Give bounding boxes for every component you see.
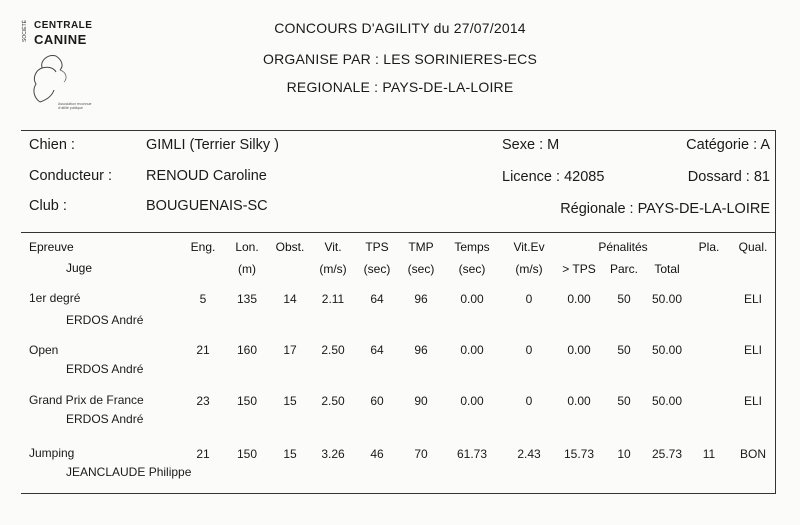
cell-qual: ELI (743, 394, 763, 408)
header-vit: Vit. (324, 240, 342, 254)
cell-obst: 14 (283, 292, 297, 306)
categorie-field: Catégorie : A (686, 137, 770, 153)
info-table-separator (21, 232, 775, 233)
chien-label: Chien : (29, 137, 75, 153)
dossard-field: Dossard : 81 (687, 169, 770, 185)
cell-vit: 2.50 (321, 394, 345, 408)
cell-tps: 64 (370, 343, 384, 357)
cell-eng: 5 (199, 292, 207, 306)
cell-epreuve: Open (29, 343, 59, 357)
header-pla: Pla. (698, 240, 720, 254)
cell-tps: 60 (370, 394, 384, 408)
cell-temps: 61.73 (456, 447, 488, 461)
cell-vitev: 0 (525, 343, 533, 357)
cell-vit: 3.26 (321, 447, 345, 461)
header-tmp: TMP (408, 240, 434, 254)
cell-juge: JEANCLAUDE Philippe (66, 465, 192, 479)
header-juge: Juge (66, 261, 93, 275)
cell-juge: ERDOS André (66, 412, 144, 426)
cell-epreuve: Grand Prix de France (29, 393, 144, 407)
conducteur-label: Conducteur : (29, 168, 113, 184)
cell-pen-tps: 0.00 (567, 292, 591, 306)
cell-lon: 135 (236, 292, 258, 306)
header-organiser: ORGANISE PAR : LES SORINIERES-ECS (263, 51, 537, 67)
cell-tmp: 90 (414, 394, 428, 408)
header-title: CONCOURS D'AGILITY du 27/07/2014 (274, 20, 526, 36)
chien-value: GIMLI (Terrier Silky ) (146, 137, 279, 153)
cell-obst: 17 (283, 343, 297, 357)
cell-epreuve: Jumping (29, 446, 75, 460)
cell-temps: 0.00 (460, 343, 484, 357)
header-obst: Obst. (275, 240, 305, 254)
header-tmp-unit: (sec) (407, 262, 435, 276)
conducteur-value: RENOUD Caroline (146, 168, 267, 184)
header-lon: Lon. (235, 240, 259, 254)
logo-word-centrale: CENTRALE (34, 20, 93, 31)
cell-tps: 46 (370, 447, 384, 461)
header-qual: Qual. (738, 240, 768, 254)
cell-tmp: 70 (414, 447, 428, 461)
header-vitev-unit: (m/s) (515, 262, 543, 276)
regionale-field: Régionale : PAYS-DE-LA-LOIRE (560, 201, 770, 217)
cell-eng: 23 (196, 394, 210, 408)
cell-vitev: 2.43 (517, 447, 541, 461)
logo-vertical-text: SOCIÉTÉ (22, 20, 28, 42)
cell-pen-parc: 50 (617, 343, 631, 357)
cell-lon: 150 (236, 447, 258, 461)
club-label: Club : (29, 198, 67, 214)
cell-tps: 64 (370, 292, 384, 306)
cell-juge: ERDOS André (66, 313, 144, 327)
club-value: BOUGUENAIS-SC (146, 198, 268, 214)
cell-vit: 2.50 (321, 343, 345, 357)
cell-eng: 21 (196, 447, 210, 461)
header-penalites: Pénalités (598, 240, 648, 254)
logo-blurb-text: Association reconnue d'utilité publique (58, 102, 92, 110)
cell-juge: ERDOS André (66, 362, 144, 376)
cell-lon: 160 (236, 343, 258, 357)
header-temps: Temps (454, 240, 490, 254)
cell-pla: 11 (702, 447, 716, 461)
cell-pen-total: 50.00 (651, 394, 683, 408)
header-regionale: REGIONALE : PAYS-DE-LA-LOIRE (286, 79, 514, 95)
cell-tmp: 96 (414, 343, 428, 357)
cell-qual: BON (739, 447, 767, 461)
cell-vitev: 0 (525, 292, 533, 306)
header-eng: Eng. (190, 240, 216, 254)
sexe-field: Sexe : M (502, 137, 560, 153)
cell-qual: ELI (743, 343, 763, 357)
header-vitev: Vit.Ev (513, 240, 545, 254)
cell-pen-tps: 15.73 (563, 447, 595, 461)
header-vit-unit: (m/s) (319, 262, 347, 276)
cell-eng: 21 (196, 343, 210, 357)
cell-tmp: 96 (414, 292, 428, 306)
logo-word-canine: CANINE (34, 32, 87, 47)
cell-pen-tps: 0.00 (567, 343, 591, 357)
results-frame (21, 130, 776, 494)
cell-pen-tps: 0.00 (567, 394, 591, 408)
cell-qual: ELI (743, 292, 763, 306)
cell-obst: 15 (283, 447, 297, 461)
header-pen-tps: > TPS (562, 262, 596, 276)
cell-pen-parc: 50 (617, 292, 631, 306)
header-lon-unit: (m) (238, 262, 256, 276)
cell-temps: 0.00 (460, 394, 484, 408)
cell-lon: 150 (236, 394, 258, 408)
header-pen-total: Total (654, 262, 680, 276)
cell-pen-total: 25.73 (651, 447, 683, 461)
cell-epreuve: 1er degré (29, 291, 81, 305)
cell-pen-parc: 10 (617, 447, 631, 461)
header-tps: TPS (365, 240, 389, 254)
cell-pen-parc: 50 (617, 394, 631, 408)
cell-vitev: 0 (525, 394, 533, 408)
cell-pen-total: 50.00 (651, 292, 683, 306)
cell-vit: 2.11 (321, 292, 345, 306)
licence-field: Licence : 42085 (502, 169, 605, 185)
cell-temps: 0.00 (460, 292, 484, 306)
header-tps-unit: (sec) (363, 262, 391, 276)
header-epreuve: Epreuve (29, 240, 74, 254)
header-pen-parc: Parc. (609, 262, 639, 276)
cell-obst: 15 (283, 394, 297, 408)
cell-pen-total: 50.00 (651, 343, 683, 357)
header-temps-unit: (sec) (458, 262, 486, 276)
